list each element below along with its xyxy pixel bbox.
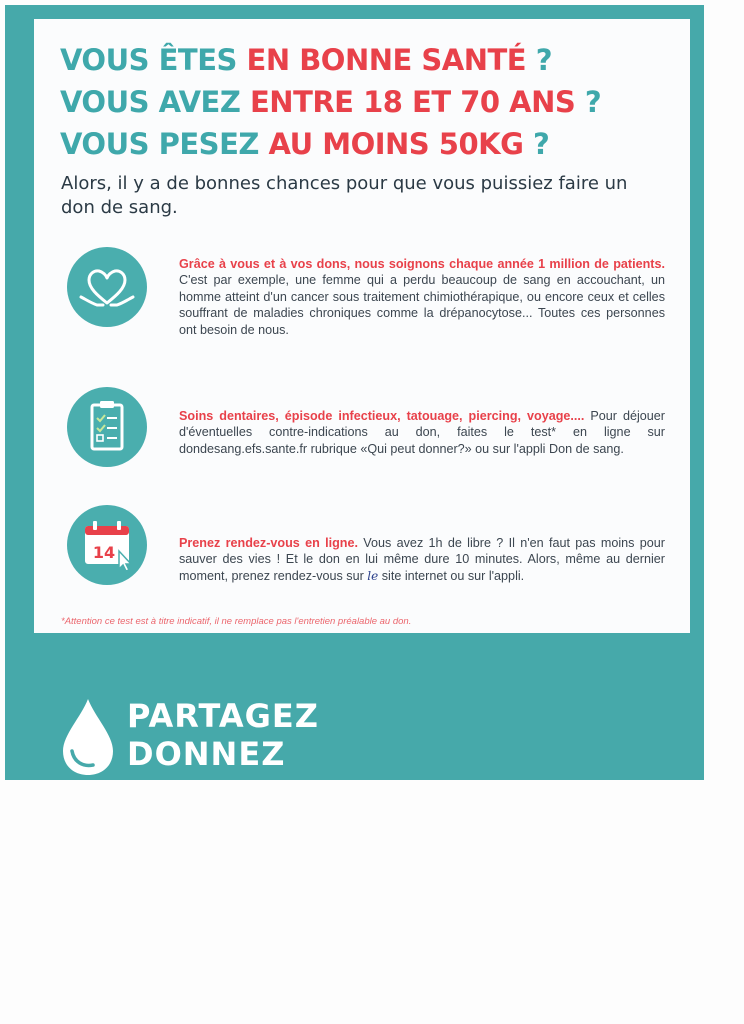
- slogan-partagez: PARTAGEZ: [127, 697, 319, 735]
- calendar-14-icon: [67, 505, 147, 585]
- slogan-donnez: DONNEZ: [127, 735, 286, 773]
- calendar-day-label: 14: [92, 543, 116, 562]
- blood-drop-icon: [57, 695, 119, 779]
- headline: [60, 39, 601, 165]
- info-card: [34, 19, 690, 633]
- teal-frame: [5, 5, 704, 780]
- handwritten-note: le: [367, 568, 379, 583]
- headline-line-health: VOUS ÊTES EN BONNE SANTÉ ?: [60, 43, 553, 77]
- appointment-text: Prenez rendez-vous en ligne. Vous avez 1h de libre ? Il n'en faut pas moins pour sauver des vies ! Et le don en lui même dure 10 minutes. Alors, même au dernier moment, prenez rendez-vous sur le site internet ou sur l'appli.: [179, 536, 665, 583]
- eligibility-text: Soins dentaires, épisode infectieux, tatouage, piercing, voyage.... Pour déjouer d'éventuelles contre-indications au don, faites le test* en ligne sur dondesang.efs.sante.fr rubrique «Qui peut donner?» ou sur l'appli Don de sang.: [179, 409, 665, 456]
- heart-hands-icon: [67, 247, 147, 327]
- patients-text: Grâce à vous et à vos dons, nous soignons chaque année 1 million de patients. C'est par exemple, une femme qui a perdu beaucoup de sang en accouchant, un homme atteint d'un cancer sous traitement chimiothérapique, ou encore ceux et celles souffrant de maladies chroniques comme la drépanocytose... Toutes ces personnes ont besoin de nous.: [179, 257, 665, 337]
- headline-line-age: VOUS AVEZ ENTRE 18 ET 70 ANS ?: [60, 85, 602, 119]
- clipboard-checklist-icon: [67, 387, 147, 467]
- headline-line-weight: VOUS PESEZ AU MOINS 50KG ?: [60, 127, 550, 161]
- test-footnote: *Attention ce test est à titre indicatif, il ne remplace pas l'entretien préalable au don.: [61, 616, 412, 627]
- intro-text: Alors, il y a de bonnes chances pour que vous puissiez faire un don de sang.: [61, 173, 628, 218]
- partagez-donnez-logo: [57, 695, 337, 781]
